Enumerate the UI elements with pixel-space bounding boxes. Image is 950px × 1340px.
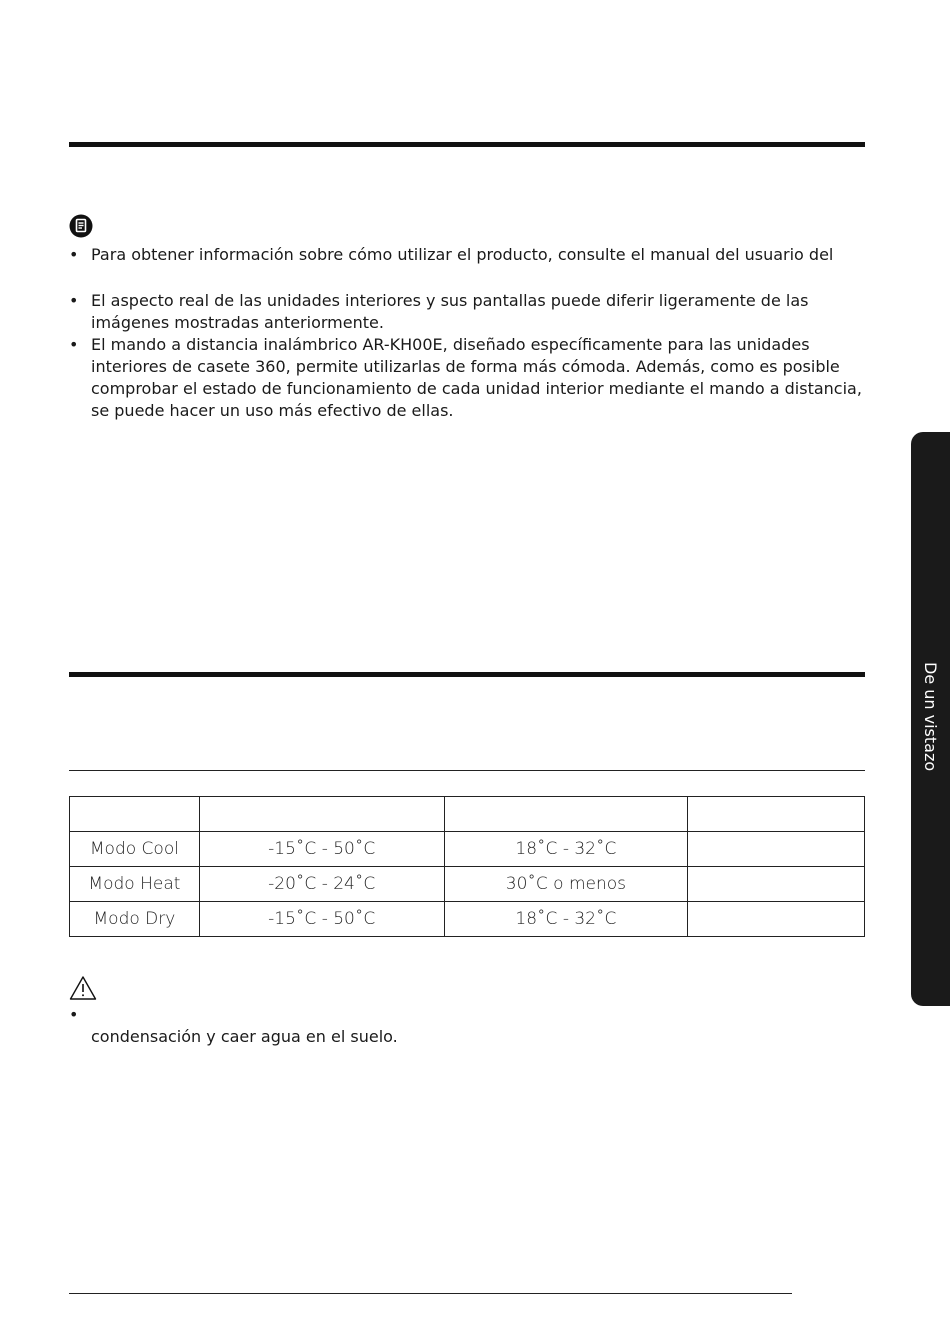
table-cell [688, 832, 865, 867]
table-cell [688, 902, 865, 937]
note-item: • Para obtener información sobre cómo utilizar el producto, consulte el manual del usuario del [69, 244, 865, 266]
table-cell: 18˚C - 32˚C [444, 902, 688, 937]
table-cell: -15˚C - 50˚C [199, 902, 444, 937]
note-item: • El mando a distancia inalámbrico AR-KH00E, diseñado específicamente para las unidades interiores de casete 360, permite utilizarlas de forma más cómoda. Además, como es posible comprobar el estado de funcionamiento de cada unidad interior mediante el mando a distancia, se puede hacer un uso más efectivo de ellas. [69, 334, 865, 422]
note-list [69, 244, 865, 422]
warning-item [69, 1004, 865, 1048]
table-cell-mode: Modo Cool [70, 832, 200, 867]
warning-list [69, 1004, 865, 1048]
note-item: • El aspecto real de las unidades interiores y sus pantallas puede diferir ligeramente de las imágenes mostradas anteriormente. [69, 290, 865, 334]
table-header-cell [70, 797, 200, 832]
table-header-cell [688, 797, 865, 832]
table-header-cell [199, 797, 444, 832]
section-divider-middle [69, 672, 865, 677]
table-cell: -15˚C - 50˚C [199, 832, 444, 867]
table-cell [688, 867, 865, 902]
table-cell: -20˚C - 24˚C [199, 867, 444, 902]
table-row [70, 867, 865, 902]
subsection-divider [69, 770, 865, 771]
warning-text-line2: • condensación y caer agua en el suelo. [91, 1027, 398, 1046]
warning-icon [69, 975, 97, 1001]
table-cell: 30˚C o menos [444, 867, 688, 902]
side-chapter-tab[interactable] [911, 432, 950, 1006]
operating-range-table [69, 796, 865, 937]
note-icon [69, 214, 93, 238]
table-header-row [70, 797, 865, 832]
section-divider-top [69, 142, 865, 147]
table-cell-mode: Modo Heat [70, 867, 200, 902]
side-tab-label: De un vistazo [921, 662, 940, 772]
table-header-cell [444, 797, 688, 832]
table-cell: 18˚C - 32˚C [444, 832, 688, 867]
table-cell-mode: Modo Dry [70, 902, 200, 937]
warning-text-line1 [91, 1004, 865, 1026]
table-row [70, 902, 865, 937]
table-row [70, 832, 865, 867]
footer-rule [69, 1293, 792, 1294]
